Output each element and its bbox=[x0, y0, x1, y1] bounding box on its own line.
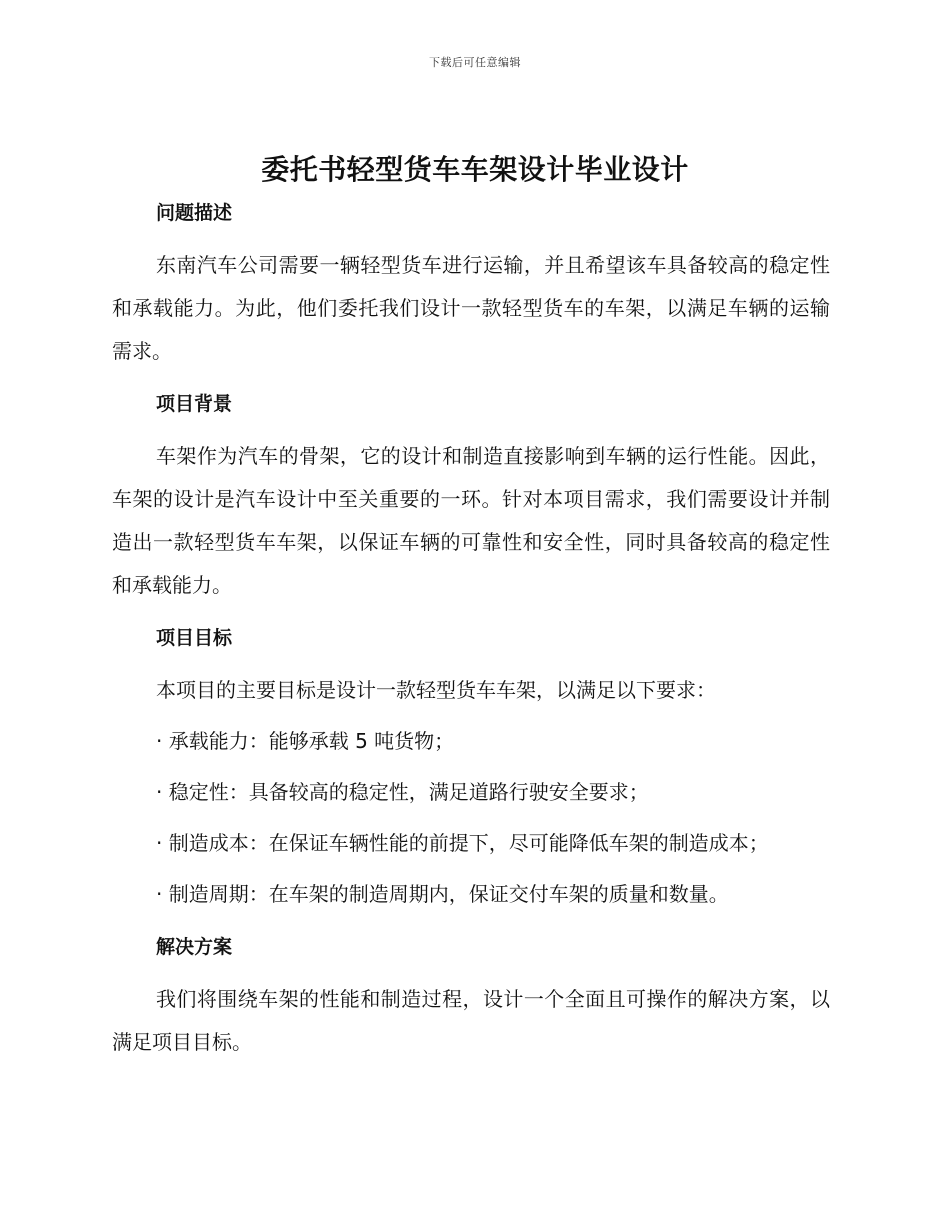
list-item: · 稳定性：具备较高的稳定性，满足道路行驶安全要求； bbox=[156, 780, 649, 804]
list-item: · 承载能力：能够承载 5 吨货物； bbox=[156, 729, 455, 753]
section-heading: 解决方案 bbox=[156, 936, 233, 958]
paragraph: 车架作为汽车的骨架，它的设计和制造直接影响到车辆的运行性能。因此，车架的设计是汽车设计中至关重要的一环。针对本项目需求，我们需要设计并制造出一款轻型货车车架，以保证车辆的可靠性和安全性，同时具备较高的稳定性和承载能力。 bbox=[112, 444, 830, 597]
section-solution bbox=[112, 928, 830, 1064]
section-heading: 项目背景 bbox=[156, 393, 233, 415]
section-problem bbox=[112, 194, 830, 373]
list-item: · 制造周期：在车架的制造周期内，保证交付车架的质量和数量。 bbox=[156, 882, 729, 906]
header-note: 下载后可任意编辑 bbox=[429, 56, 521, 69]
paragraph: 我们将围绕车架的性能和制造过程，设计一个全面且可操作的解决方案，以满足项目目标。 bbox=[112, 987, 830, 1054]
document-body bbox=[112, 194, 830, 1064]
section-background bbox=[112, 385, 830, 607]
paragraph: 本项目的主要目标是设计一款轻型货车车架，以满足以下要求： bbox=[156, 678, 716, 702]
paragraph: 东南汽车公司需要一辆轻型货车进行运输，并且希望该车具备较高的稳定性和承载能力。为此，他们委托我们设计一款轻型货车的车架，以满足车辆的运输需求。 bbox=[112, 253, 830, 363]
section-heading: 项目目标 bbox=[156, 627, 233, 649]
section-goals bbox=[112, 619, 830, 916]
list-item: · 制造成本：在保证车辆性能的前提下，尽可能降低车架的制造成本； bbox=[156, 831, 769, 855]
section-heading: 问题描述 bbox=[156, 202, 233, 224]
document-title: 委托书轻型货车车架设计毕业设计 bbox=[261, 153, 689, 186]
